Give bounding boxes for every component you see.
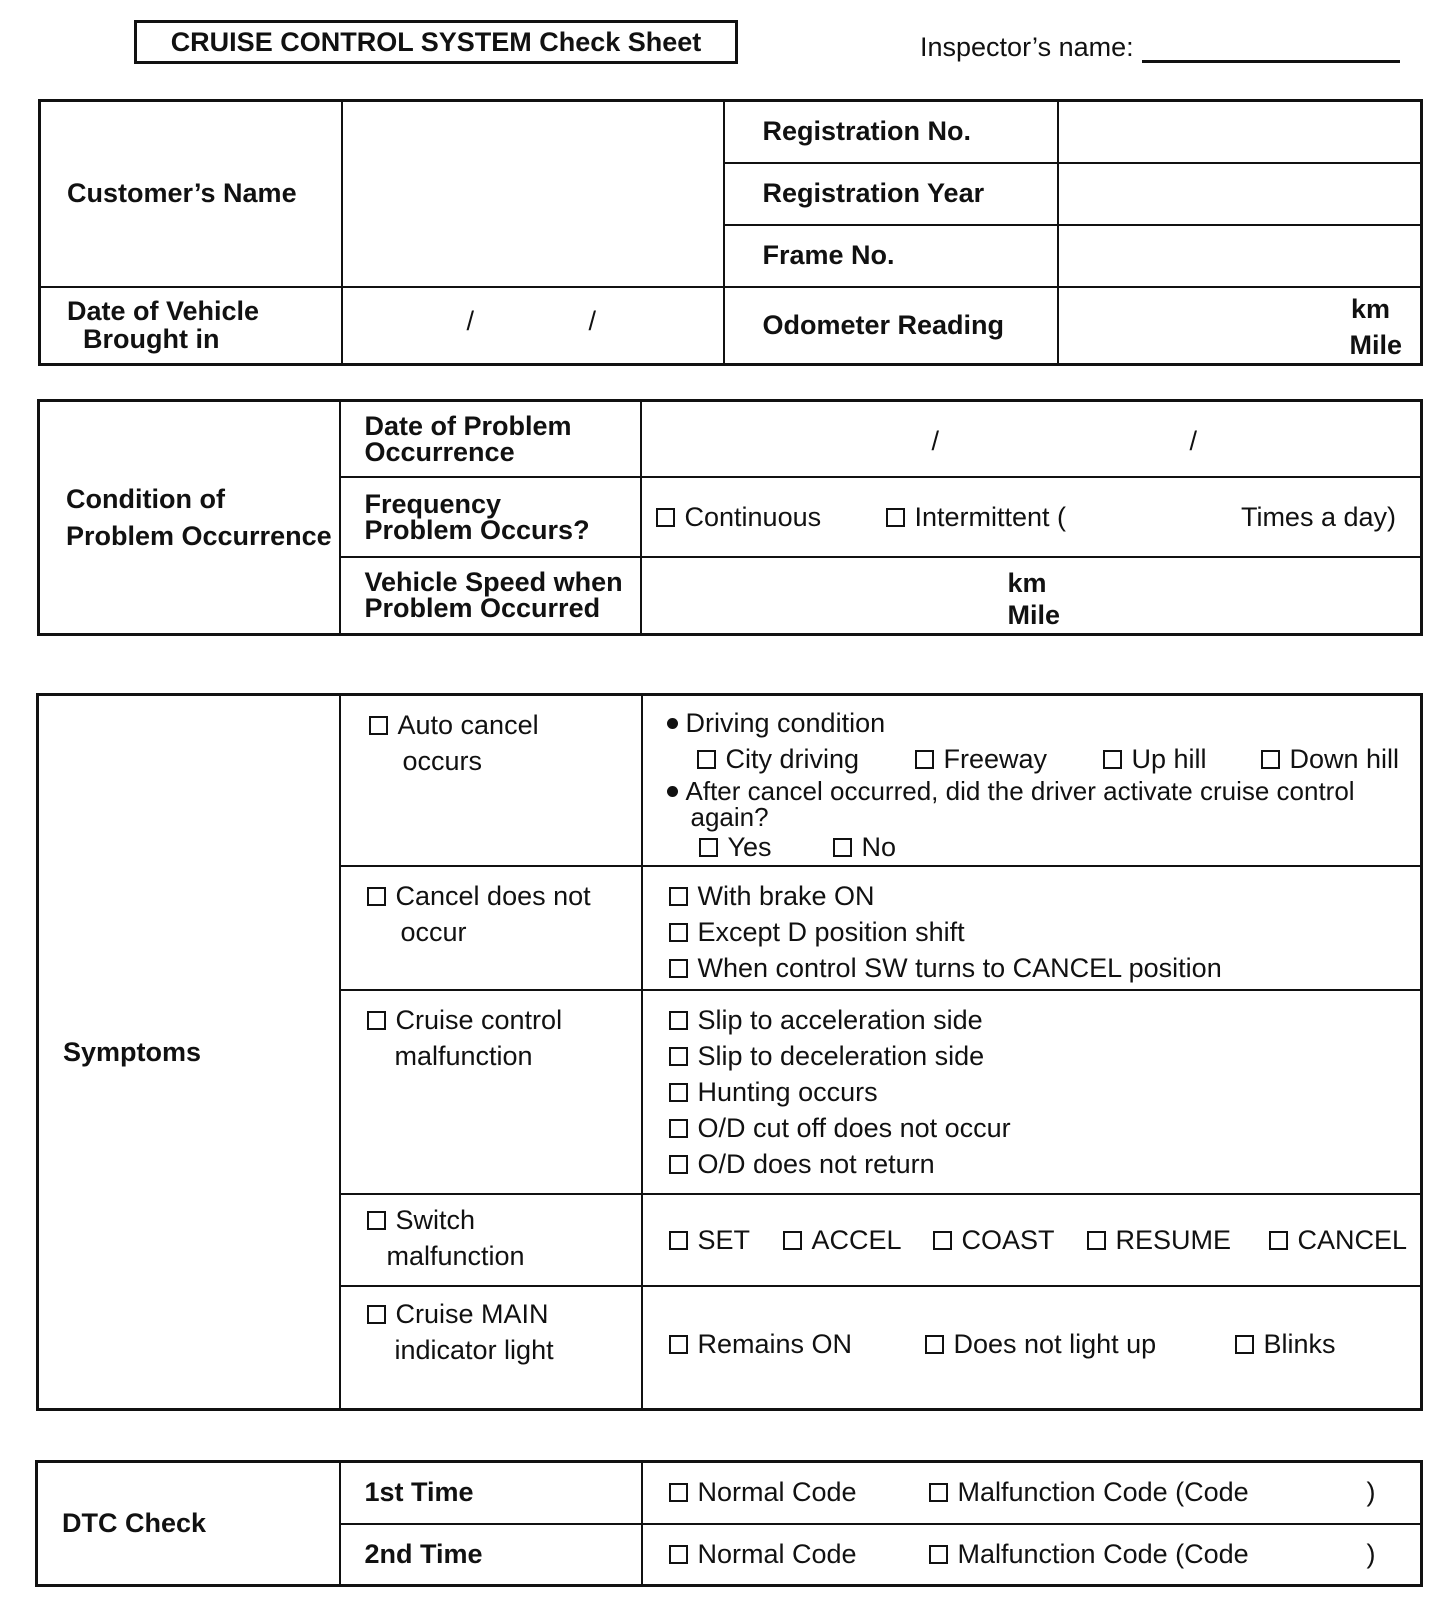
city-driving-option[interactable]: City driving <box>697 744 860 775</box>
checkbox[interactable] <box>697 750 716 769</box>
accel-option[interactable]: ACCEL <box>783 1225 902 1256</box>
times-a-day-label: Times a day) <box>1240 501 1396 532</box>
second-time-options <box>642 1524 1422 1586</box>
cancel-not-occur-details <box>642 866 1422 990</box>
unit-mile: Mile <box>1349 329 1402 360</box>
inspector-name-field <box>920 30 1400 63</box>
first-time-options <box>642 1462 1422 1524</box>
vehicle-info-table <box>38 99 1423 366</box>
auto-cancel-option[interactable]: Auto cancel <box>369 710 539 741</box>
hunting-occurs-option[interactable]: Hunting occurs <box>669 1077 878 1108</box>
checkbox[interactable] <box>656 508 675 527</box>
customer-name-value[interactable] <box>342 101 724 287</box>
switch-malfunction-option[interactable]: Switch <box>367 1205 476 1236</box>
after-cancel-question: After cancel occurred, did the driver activate cruise control <box>667 776 1355 807</box>
checkbox[interactable] <box>367 1011 386 1030</box>
checkbox[interactable] <box>669 1083 688 1102</box>
date-separator: / <box>466 305 475 336</box>
checkbox[interactable] <box>833 838 852 857</box>
switch-malfunction-label-line2: malfunction <box>386 1240 525 1271</box>
close-paren: ) <box>1366 1477 1376 1507</box>
date-separator: / <box>588 305 597 336</box>
control-sw-cancel-option[interactable]: When control SW turns to CANCEL position <box>669 953 1222 984</box>
resume-option[interactable]: RESUME <box>1087 1225 1232 1256</box>
checkbox[interactable] <box>929 1483 948 1502</box>
frequency-options <box>641 477 1422 557</box>
checkbox[interactable] <box>669 1011 688 1030</box>
cancel-not-occur-option[interactable]: Cancel does not <box>367 881 591 912</box>
checkbox[interactable] <box>699 838 718 857</box>
registration-year-label: Registration Year <box>724 163 1058 225</box>
with-brake-on-option[interactable]: With brake ON <box>669 881 875 912</box>
close-paren: ) <box>1366 1538 1376 1569</box>
main-indicator-cell <box>340 1286 642 1410</box>
checkbox[interactable] <box>1103 750 1122 769</box>
checkbox[interactable] <box>669 1231 688 1250</box>
checkbox[interactable] <box>367 1305 386 1324</box>
up-hill-option[interactable]: Up hill <box>1103 744 1207 775</box>
dtc-check-label: DTC Check <box>37 1462 340 1586</box>
except-d-position-option[interactable]: Except D position shift <box>669 917 965 948</box>
checkbox[interactable] <box>783 1231 802 1250</box>
frequency-label: Frequency Problem Occurs? <box>340 477 641 557</box>
checkbox[interactable] <box>669 1545 688 1564</box>
unit-mile: Mile <box>1007 599 1061 630</box>
frame-no-label: Frame No. <box>724 225 1058 287</box>
first-time-label: 1st Time <box>340 1462 642 1524</box>
normal-code-option[interactable]: Normal Code <box>669 1539 857 1570</box>
od-not-return-option[interactable]: O/D does not return <box>669 1149 935 1180</box>
auto-cancel-label-line2: occurs <box>402 746 483 776</box>
customer-name-label: Customer’s Name <box>40 101 342 287</box>
freeway-option[interactable]: Freeway <box>915 744 1048 775</box>
check-sheet-title <box>134 20 738 64</box>
blinks-option[interactable]: Blinks <box>1235 1329 1336 1360</box>
yes-option[interactable]: Yes <box>699 832 772 863</box>
inspector-label: Inspector’s name: <box>920 32 1134 62</box>
checkbox[interactable] <box>933 1231 952 1250</box>
title-text: CRUISE CONTROL SYSTEM Check Sheet <box>170 26 702 57</box>
normal-code-option[interactable]: Normal Code <box>669 1477 857 1508</box>
date-brought-in-value[interactable] <box>342 287 724 365</box>
cancel-not-occur-label-line2: occur <box>400 916 467 947</box>
checkbox[interactable] <box>929 1545 948 1564</box>
date-brought-in-label: Date of Vehicle Brought in <box>40 287 342 365</box>
slip-acceleration-option[interactable]: Slip to acceleration side <box>669 1005 983 1036</box>
after-cancel-question-line2: again? <box>690 802 769 832</box>
no-option[interactable]: No <box>833 832 897 863</box>
driving-condition-heading: Driving condition <box>667 708 886 739</box>
checkbox[interactable] <box>669 1119 688 1138</box>
unit-km: km <box>1350 293 1390 324</box>
odometer-label: Odometer Reading <box>724 287 1058 365</box>
checkbox[interactable] <box>1235 1335 1254 1354</box>
date-separator: / <box>1189 426 1198 456</box>
cruise-malfunction-details <box>642 990 1422 1194</box>
symptoms-group-label: Symptoms <box>38 695 340 1410</box>
checkbox[interactable] <box>669 1047 688 1066</box>
does-not-light-option[interactable]: Does not light up <box>925 1329 1157 1360</box>
checkbox[interactable] <box>669 959 688 978</box>
cruise-malfunction-option[interactable]: Cruise control <box>367 1005 563 1036</box>
checkbox[interactable] <box>1269 1231 1288 1250</box>
frame-no-value[interactable] <box>1058 225 1422 287</box>
cruise-malfunction-label-line2: malfunction <box>394 1040 533 1071</box>
registration-no-label: Registration No. <box>724 101 1058 163</box>
cancel-not-occur-cell <box>340 866 642 990</box>
checkbox[interactable] <box>669 887 688 906</box>
registration-year-value[interactable] <box>1058 163 1422 225</box>
second-time-label: 2nd Time <box>340 1524 642 1586</box>
checkbox[interactable] <box>367 1211 386 1230</box>
checkbox[interactable] <box>669 1335 688 1354</box>
checkbox[interactable] <box>886 508 905 527</box>
main-indicator-options <box>642 1286 1422 1410</box>
vehicle-speed-label: Vehicle Speed when Problem Occurred <box>340 557 641 635</box>
switch-malfunction-cell <box>340 1194 642 1286</box>
checkbox[interactable] <box>1087 1231 1106 1250</box>
auto-cancel-cell <box>340 695 642 866</box>
checkbox[interactable] <box>915 750 934 769</box>
vehicle-speed-value[interactable] <box>641 557 1422 635</box>
intermittent-option[interactable]: Intermittent ( <box>886 502 1067 533</box>
inspector-name-blank[interactable] <box>1142 30 1400 63</box>
condition-group-label: Condition of Problem Occurrence <box>39 401 340 635</box>
checkbox[interactable] <box>669 923 688 942</box>
auto-cancel-details <box>642 695 1422 866</box>
date-separator: / <box>931 426 940 456</box>
checkbox[interactable] <box>925 1335 944 1354</box>
dtc-check-table <box>35 1460 1423 1587</box>
down-hill-option[interactable]: Down hill <box>1261 744 1400 775</box>
set-option[interactable]: SET <box>669 1225 751 1256</box>
continuous-option[interactable]: Continuous <box>656 502 822 533</box>
cruise-malfunction-cell <box>340 990 642 1194</box>
main-indicator-label-line2: indicator light <box>394 1334 554 1365</box>
coast-option[interactable]: COAST <box>933 1225 1055 1256</box>
slip-deceleration-option[interactable]: Slip to deceleration side <box>669 1041 985 1072</box>
checkbox[interactable] <box>367 887 386 906</box>
date-occurrence-value[interactable] <box>641 401 1422 477</box>
bullet-icon <box>667 718 678 729</box>
od-cut-off-option[interactable]: O/D cut off does not occur <box>669 1113 1011 1144</box>
bullet-icon <box>667 786 678 797</box>
switch-options <box>642 1194 1422 1286</box>
main-indicator-option[interactable]: Cruise MAIN <box>367 1299 549 1330</box>
remains-on-option[interactable]: Remains ON <box>669 1329 853 1360</box>
checkbox[interactable] <box>669 1483 688 1502</box>
malfunction-code-option[interactable]: Malfunction Code (Code <box>929 1477 1249 1508</box>
odometer-value[interactable] <box>1058 287 1422 365</box>
registration-no-value[interactable] <box>1058 101 1422 163</box>
malfunction-code-option[interactable]: Malfunction Code (Code <box>929 1539 1249 1570</box>
condition-table <box>37 399 1423 636</box>
cancel-option[interactable]: CANCEL <box>1269 1225 1408 1256</box>
checkbox[interactable] <box>669 1155 688 1174</box>
symptoms-table <box>36 693 1423 1411</box>
date-occurrence-label: Date of Problem Occurrence <box>340 401 641 477</box>
unit-km: km <box>1007 567 1047 598</box>
checkbox[interactable] <box>1261 750 1280 769</box>
checkbox[interactable] <box>369 716 388 735</box>
